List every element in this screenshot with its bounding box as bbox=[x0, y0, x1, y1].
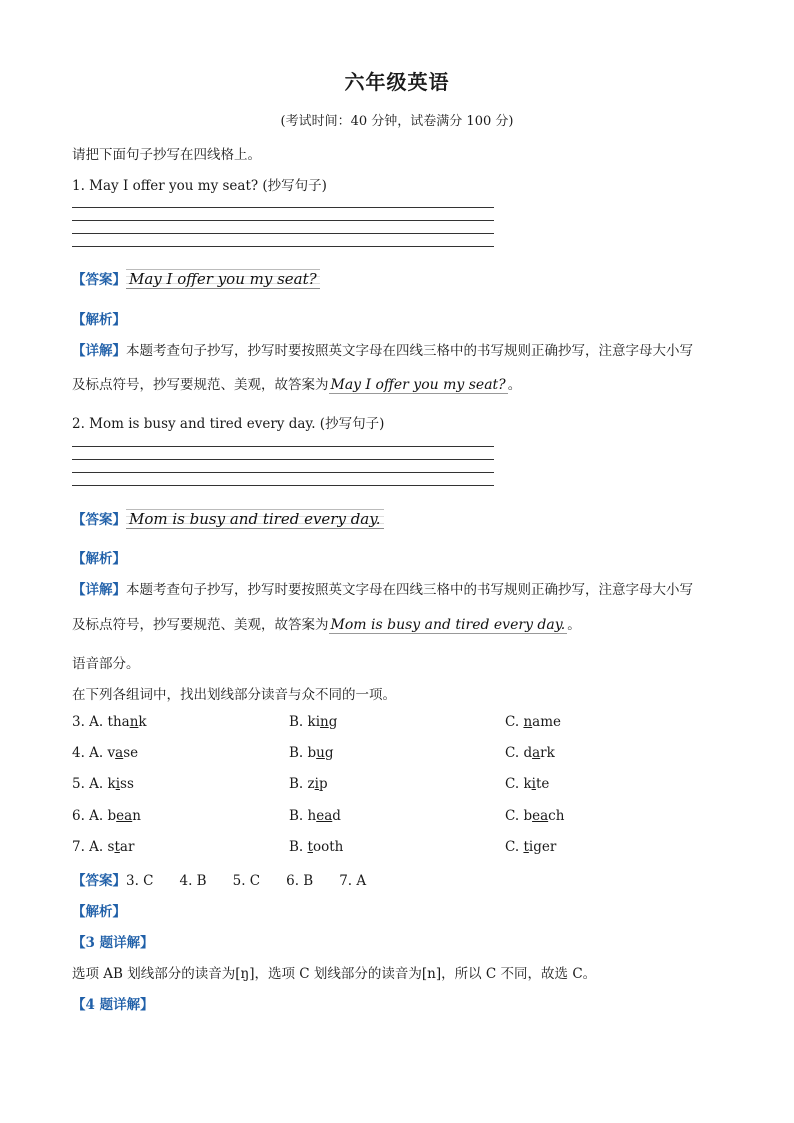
option-label: C. bbox=[505, 839, 524, 855]
q3-detail: 选项 AB 划线部分的读音为[ŋ]，选项 C 划线部分的读音为[n]，所以 C 不同，故选 C。 bbox=[72, 966, 597, 982]
option-c bbox=[505, 745, 555, 761]
option-word: bean bbox=[107, 808, 141, 824]
underlined-letters: ea bbox=[532, 808, 549, 824]
section-heading: 语音部分。 bbox=[72, 656, 140, 672]
underlined-letters: n bbox=[523, 714, 533, 730]
underlined-letters: t bbox=[307, 839, 313, 855]
option-label: 5. A. bbox=[72, 776, 108, 792]
exam-info: (考试时间：40 分钟，试卷满分 100 分) bbox=[280, 114, 514, 129]
option-word: zip bbox=[307, 776, 328, 792]
analysis-tag: 【解析】 bbox=[72, 904, 126, 920]
option-c bbox=[505, 839, 556, 855]
answer-2 bbox=[72, 508, 384, 529]
detail-2-line-1 bbox=[72, 578, 693, 598]
option-b bbox=[289, 776, 328, 792]
option-a bbox=[72, 839, 134, 855]
option-word: kite bbox=[523, 776, 550, 792]
option-a bbox=[72, 745, 138, 761]
underlined-letters: i bbox=[115, 776, 121, 792]
q4-detail-tag: 【4 题详解】 bbox=[72, 997, 154, 1013]
detail-text: 本题考查句子抄写，抄写时要按照英文字母在四线三格中的书写规则正确抄写，注意字母大小写 bbox=[126, 582, 693, 598]
phonics-instruction: 在下列各组词中，找出划线部分读音与众不同的一项。 bbox=[72, 687, 396, 703]
option-a bbox=[72, 714, 147, 730]
option-a bbox=[72, 808, 141, 824]
answer-1 bbox=[72, 268, 320, 289]
answer-tag: 【答案】 bbox=[72, 873, 126, 889]
option-a bbox=[72, 776, 134, 792]
detail-2-line-2 bbox=[72, 613, 581, 633]
option-b bbox=[289, 745, 334, 761]
question-1: 1. May I offer you my seat? (抄写句子) bbox=[72, 178, 327, 194]
writing-lines-2 bbox=[72, 446, 494, 486]
detail-answer-script: Mom is busy and tired every day. bbox=[330, 617, 566, 633]
option-label: C. bbox=[505, 714, 524, 730]
underlined-letters: t bbox=[523, 839, 529, 855]
option-word: bug bbox=[307, 745, 334, 761]
answer-tag: 【答案】 bbox=[72, 512, 126, 528]
option-label: 3. A. bbox=[72, 714, 108, 730]
option-label: B. bbox=[289, 745, 308, 761]
answer-tag: 【答案】 bbox=[72, 272, 126, 288]
underlined-letters: t bbox=[114, 839, 120, 855]
underlined-letters: ea bbox=[316, 808, 333, 824]
answer-item: 7. A bbox=[339, 873, 367, 889]
option-word: kiss bbox=[107, 776, 134, 792]
option-word: dark bbox=[523, 745, 555, 761]
instruction: 请把下面句子抄写在四线格上。 bbox=[72, 147, 261, 163]
answer-item: 3. C bbox=[126, 873, 154, 889]
underlined-letters: n bbox=[320, 714, 329, 730]
phonics-answers bbox=[72, 869, 392, 889]
option-b bbox=[289, 808, 341, 824]
option-word: star bbox=[107, 839, 135, 855]
underlined-letters: a bbox=[532, 745, 541, 761]
option-word: name bbox=[523, 714, 561, 730]
answer-item: 5. C bbox=[232, 873, 261, 889]
option-word: vase bbox=[107, 745, 139, 761]
detail-text: 及标点符号，抄写要规范、美观，故答案为 bbox=[72, 377, 329, 393]
option-label: 7. A. bbox=[72, 839, 108, 855]
option-label: B. bbox=[289, 808, 308, 824]
detail-tag: 【详解】 bbox=[72, 343, 126, 359]
detail-tag: 【详解】 bbox=[72, 582, 126, 598]
answer-list bbox=[126, 873, 392, 889]
option-word: tiger bbox=[523, 839, 557, 855]
option-word: thank bbox=[107, 714, 147, 730]
underlined-letters: ea bbox=[116, 808, 133, 824]
answer-item: 4. B bbox=[179, 873, 207, 889]
detail-end: 。 bbox=[567, 617, 581, 633]
underlined-letters: i bbox=[531, 776, 536, 792]
option-word: king bbox=[307, 714, 338, 730]
detail-end: 。 bbox=[507, 377, 522, 393]
option-word: beach bbox=[523, 808, 565, 824]
detail-text: 本题考查句子抄写，抄写时要按照英文字母在四线三格中的书写规则正确抄写，注意字母大小写 bbox=[126, 343, 693, 359]
answer-1-script: May I offer you my seat? bbox=[126, 269, 320, 289]
q3-detail-tag: 【3 题详解】 bbox=[72, 935, 154, 951]
option-word: head bbox=[307, 808, 341, 824]
option-word: tooth bbox=[307, 839, 344, 855]
writing-lines-1 bbox=[72, 207, 494, 247]
option-label: 6. A. bbox=[72, 808, 108, 824]
option-label: C. bbox=[505, 745, 524, 761]
answer-2-script: Mom is busy and tired every day. bbox=[126, 509, 384, 529]
detail-text: 及标点符号，抄写要规范、美观，故答案为 bbox=[72, 617, 329, 633]
analysis-tag: 【解析】 bbox=[72, 312, 126, 328]
option-b bbox=[289, 839, 343, 855]
detail-1-line-2 bbox=[72, 373, 521, 393]
option-label: B. bbox=[289, 714, 308, 730]
underlined-letters: n bbox=[129, 714, 139, 730]
analysis-tag: 【解析】 bbox=[72, 551, 126, 567]
option-c bbox=[505, 714, 561, 730]
answer-item: 6. B bbox=[286, 873, 314, 889]
option-label: B. bbox=[289, 776, 308, 792]
option-c bbox=[505, 776, 549, 792]
underlined-letters: a bbox=[115, 745, 124, 761]
option-label: C. bbox=[505, 776, 524, 792]
detail-1-line-1 bbox=[72, 339, 693, 359]
option-b bbox=[289, 714, 337, 730]
detail-answer-script: May I offer you my seat? bbox=[330, 377, 506, 393]
underlined-letters: u bbox=[316, 745, 325, 761]
underlined-letters: i bbox=[314, 776, 319, 792]
option-label: B. bbox=[289, 839, 308, 855]
page-title: 六年级英语 bbox=[344, 70, 450, 94]
option-label: C. bbox=[505, 808, 524, 824]
question-2: 2. Mom is busy and tired every day. (抄写句子) bbox=[72, 416, 385, 432]
option-label: 4. A. bbox=[72, 745, 108, 761]
option-c bbox=[505, 808, 564, 824]
